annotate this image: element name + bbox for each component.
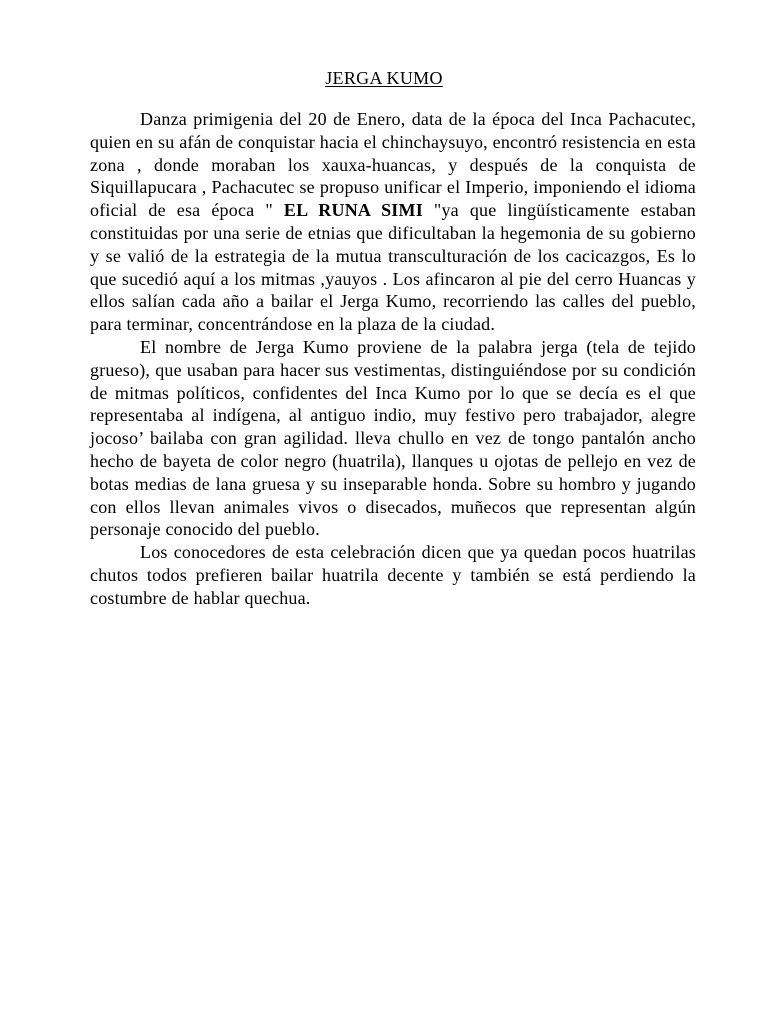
paragraph-2: El nombre de Jerga Kumo proviene de la palabra jerga (tela de tejido grueso), que usaban para hacer sus vestimentas, distinguiéndose por su condición de mitmas políticos, confidentes del Inca Kumo por lo que se decía es el que representaba al indígena, al antiguo indio, muy festivo pero trabajador, alegre jocoso’ bailaba con gran agilidad. lleva chullo en vez de tongo pantalón ancho hecho de bayeta de color negro (huatrila), llanques u ojotas de pellejo en vez de botas medias de lana gruesa y su inseparable honda. Sobre su hombro y jugando con ellos llevan animales vivos o disecados, muñecos que representan algún personaje conocido del pueblo.	[90, 336, 696, 540]
paragraph-1	[90, 108, 696, 336]
paragraph-1-text-end: "ya que lingüísticamente estaban constituidas por una serie de etnias que dificultaban la hegemonia de su gobierno y se valió de la estrategia de la mutua transculturación de los cacicazgos, Es lo que sucedió aquí a los mitmas ,yauyos . Los afincaron al pie del cerro Huancas y ellos salían cada año a bailar el Jerga Kumo, recorriendo las calles del pueblo, para terminar, concentrándose en la plaza de la ciudad.	[90, 200, 696, 335]
paragraph-3: Los conocedores de esta celebración dicen que ya quedan pocos huatrilas chutos todos prefieren bailar huatrila decente y también se está perdiendo la costumbre de hablar quechua.	[90, 542, 696, 608]
paragraph-1-bold-text: EL RUNA SIMI	[272, 200, 434, 221]
document-body	[90, 108, 696, 610]
paragraph-1-text-start: Danza primigenia del 20 de Enero, data de la época del Inca Pachacutec, quien en su afán de conquistar hacia el chinchaysuyo, encontró resistencia en esta zona , donde moraban los xauxa-huancas, y después de la conquista de Siquillapucara , Pachacutec se propuso unificar el Imperio, imponiendo el idioma oficial de esa época "	[90, 109, 696, 221]
document-title-text: JERGA KUMO	[325, 68, 443, 88]
document-title	[0, 66, 768, 90]
